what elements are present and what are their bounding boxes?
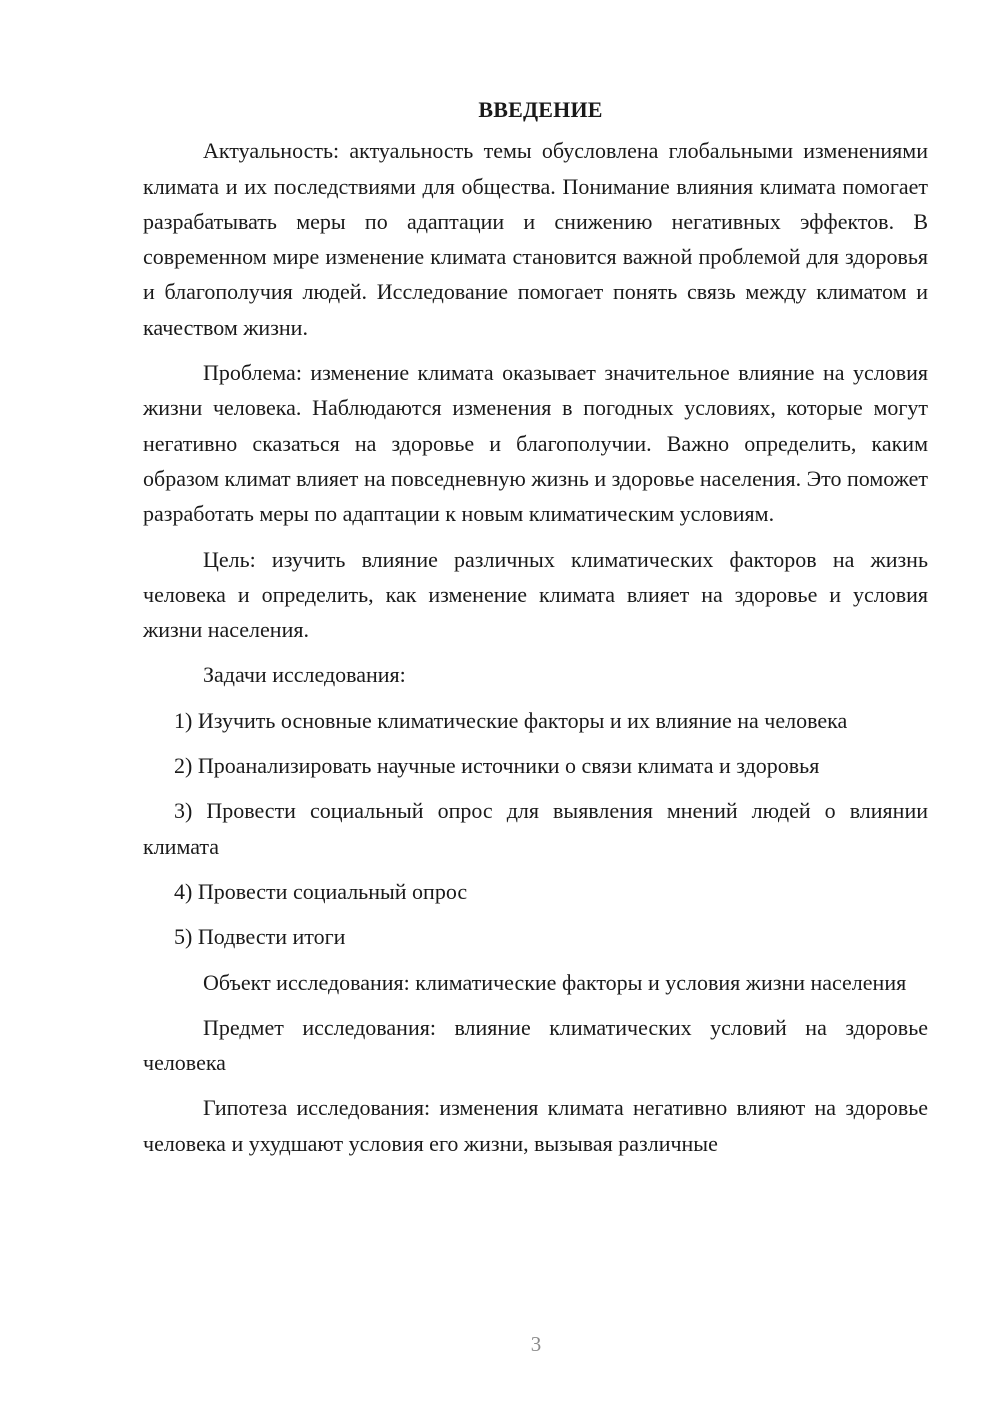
paragraph-hypothesis: Гипотеза исследования: изменения климата негативно влияют на здоровье человека и ухудшают условия его жизни, вызывая различные — [143, 1095, 928, 1156]
document-page — [143, 92, 928, 1171]
section-title: ВВЕДЕНИЕ — [478, 97, 603, 122]
tasks-heading: Задачи исследования: — [203, 662, 406, 688]
paragraph-object: Объект исследования: климатические факторы и условия жизни населения — [203, 969, 907, 995]
paragraph-goal: Цель: изучить влияние различных климатических факторов на жизнь человека и определить, как изменение климата влияет на здоровье и условия жизни населения. — [143, 546, 928, 643]
paragraph-relevance: Актуальность: актуальность темы обусловлена глобальными изменениями климата и их последствиями для общества. Понимание влияния климата помогает разрабатывать меры по адаптации и снижению негативных эффектов. В современном мире изменение климата становится важной проблемой для здоровья и благополучия людей. Исследование помогает понять связь между климатом и качеством жизни. — [143, 138, 928, 340]
task-item-4: 4) Провести социальный опрос — [174, 878, 468, 904]
task-item-5: 5) Подвести итоги — [174, 924, 346, 950]
paragraph-subject: Предмет исследования: влияние климатических условий на здоровье человека — [143, 1014, 928, 1076]
task-item-2: 2) Проанализировать научные источники о связи климата и здоровья — [174, 753, 820, 779]
paragraph-problem: Проблема: изменение климата оказывает значительное влияние на условия жизни человека. Наблюдаются изменения в погодных условиях, которые могут негативно сказаться на здоровье и благополучии. Важно определить, каким образом климат влияет на повседневную жизнь и здоровье населения. Это поможет разработать меры по адаптации к новым климатическим условиям. — [143, 360, 928, 527]
task-item-3: 3) Провести социальный опрос для выявления мнений людей о влиянии климата — [143, 798, 928, 859]
page-number: 3 — [530, 1332, 542, 1356]
task-item-1: 1) Изучить основные климатические факторы и их влияние на человека — [174, 707, 848, 733]
